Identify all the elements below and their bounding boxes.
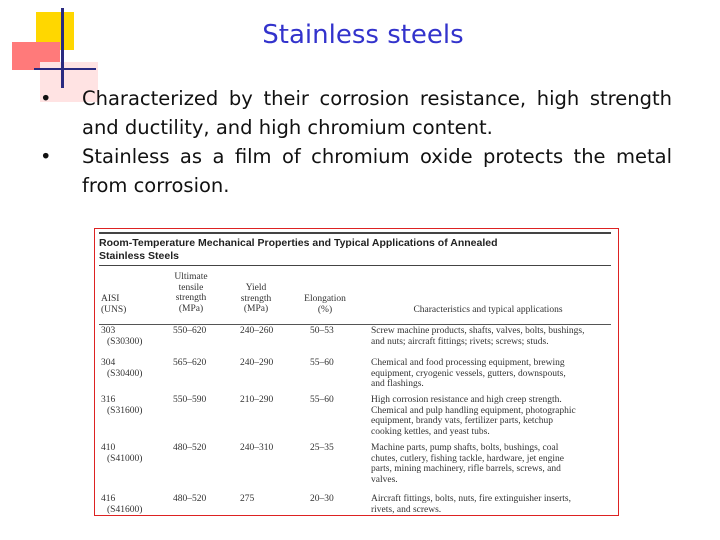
- bullet-dot-icon: •: [40, 87, 52, 110]
- app-line: cooking kettles, and yeast tubs.: [371, 426, 490, 437]
- header-line: Ultimate: [174, 272, 208, 282]
- table-row: [99, 395, 611, 443]
- cell-ys: 240–290: [240, 358, 274, 368]
- app-line: High corrosion resistance and high creep strength.: [371, 395, 562, 405]
- cell-aisi: 410: [101, 443, 116, 453]
- cell-ys: 210–290: [240, 395, 274, 405]
- header-line: strength: [240, 293, 272, 304]
- table-header: [99, 266, 611, 325]
- table-row: [99, 443, 611, 494]
- cell-uns: (S31600): [107, 406, 143, 416]
- header-line: (UNS): [101, 304, 127, 315]
- bullet-text: Stainless as a film of chromium oxide protects the metal from corrosion.: [82, 145, 672, 197]
- table-title: [99, 232, 611, 263]
- header-elongation: [295, 294, 355, 315]
- cell-applications: [371, 326, 607, 347]
- header-line: Yield: [245, 283, 267, 293]
- cell-applications: [371, 395, 607, 437]
- app-line: equipment, cryogenic vessels, gutters, downspouts,: [371, 368, 566, 379]
- cell-applications: [371, 443, 607, 485]
- cell-elongation: 55–60: [310, 395, 334, 405]
- app-line: equipment, brandy vats, fertilizer parts, ketchup: [371, 416, 554, 427]
- table-body: [99, 326, 611, 516]
- app-line: rivets, and screws.: [371, 504, 442, 515]
- cell-elongation: 20–30: [310, 494, 334, 504]
- app-line: and nuts; aircraft fittings; rivets; screws; studs.: [371, 336, 549, 347]
- table-row: [99, 358, 611, 395]
- app-line: parts, mining machinery, rifle barrels, screws, and: [371, 464, 561, 475]
- cell-uts: 480–520: [173, 443, 207, 453]
- properties-table-image: [94, 228, 619, 516]
- bullet-dot-icon: •: [40, 145, 52, 168]
- bullet-list: [40, 84, 672, 200]
- bullet-item: [40, 142, 672, 200]
- cell-uns: (S41600): [107, 505, 143, 515]
- properties-table: [99, 232, 611, 516]
- cell-applications: [371, 358, 607, 390]
- cell-uns: (S30400): [107, 369, 143, 379]
- table-title-line: Stainless Steels: [99, 250, 179, 262]
- cell-uts: 480–520: [173, 494, 207, 504]
- slide-title: Stainless steels: [262, 20, 464, 50]
- header-line: AISI: [101, 294, 120, 304]
- cell-aisi: 316: [101, 395, 116, 405]
- cell-uns: (S30300): [107, 337, 143, 347]
- cell-ys: 240–310: [240, 443, 274, 453]
- table-title-line: Room-Temperature Mechanical Properties and Typical Applications of Annealed: [99, 237, 498, 249]
- bullet-item: [40, 84, 672, 142]
- cell-uts: 550–590: [173, 395, 207, 405]
- header-line: Elongation: [304, 294, 346, 304]
- cell-aisi: 304: [101, 358, 116, 368]
- decor-horizontal-line: [34, 68, 96, 70]
- header-line: strength: [175, 293, 207, 303]
- cell-ys: 240–260: [240, 326, 274, 336]
- header-ultimate-strength: [165, 272, 217, 314]
- cell-uns: (S41000): [107, 454, 143, 464]
- cell-elongation: 25–35: [310, 443, 334, 453]
- app-line: Machine parts, pump shafts, bolts, bushings, coal: [371, 443, 559, 453]
- cell-ys: 275: [240, 494, 255, 504]
- cell-applications: [371, 494, 607, 515]
- header-line: (MPa): [178, 303, 204, 314]
- header-aisi: [101, 294, 126, 315]
- cell-aisi: 416: [101, 494, 116, 504]
- app-line: valves.: [371, 474, 398, 485]
- cell-elongation: 50–53: [310, 326, 334, 336]
- app-line: Chemical and pulp handling equipment, photographic: [371, 405, 576, 416]
- cell-elongation: 55–60: [310, 358, 334, 368]
- table-row: [99, 326, 611, 358]
- cell-uts: 565–620: [173, 358, 207, 368]
- app-line: Screw machine products, shafts, valves, bolts, bushings,: [371, 326, 585, 336]
- header-applications: Characteristics and typical applications: [413, 305, 563, 315]
- app-line: chutes, cutlery, fishing tackle, hardware, jet engine: [371, 453, 565, 464]
- app-line: and flashings.: [371, 379, 424, 390]
- header-line: tensile: [178, 282, 204, 293]
- cell-uts: 550–620: [173, 326, 207, 336]
- app-line: Aircraft fittings, bolts, nuts, fire extinguisher inserts,: [371, 494, 571, 504]
- header-line: (%): [317, 304, 333, 315]
- app-line: Chemical and food processing equipment, brewing: [371, 358, 565, 368]
- bullet-text: Characterized by their corrosion resistance, high strength and ductility, and high chromium content.: [82, 87, 672, 139]
- header-yield-strength: [231, 283, 281, 315]
- table-row: [99, 494, 611, 516]
- header-line: (MPa): [243, 304, 269, 314]
- cell-aisi: 303: [101, 326, 116, 336]
